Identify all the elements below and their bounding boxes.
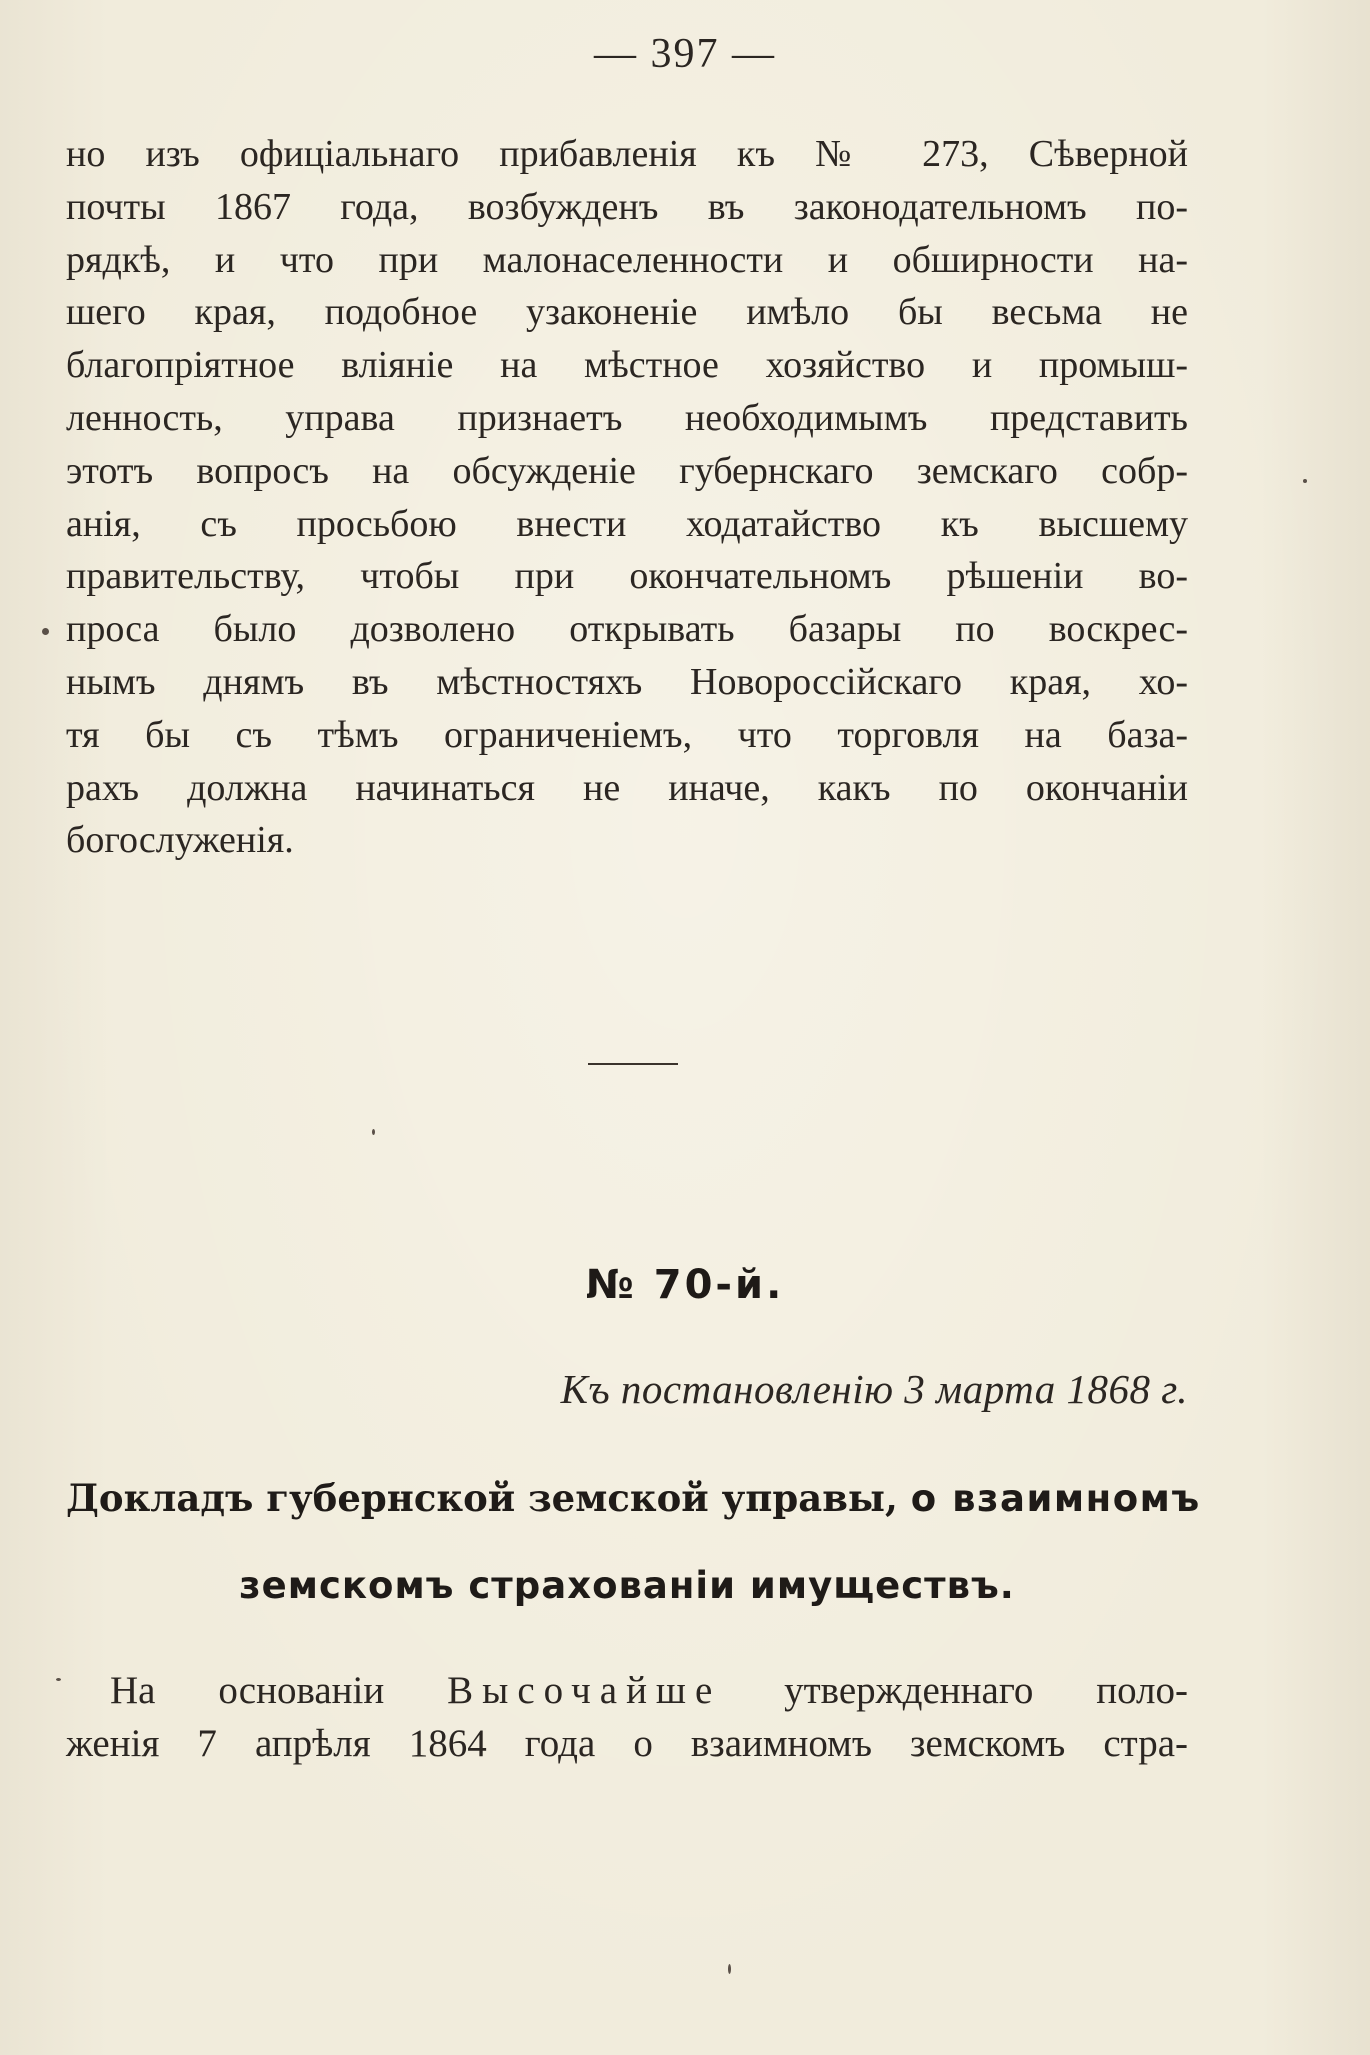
report-title-line-2: земскомъ страхованіи имуществъ. <box>239 1564 1015 1607</box>
paragraph-line: этотъ вопросъ на обсужденіе губернскаго земскаго собр- <box>66 449 1188 492</box>
paragraph <box>66 128 1188 867</box>
paragraph-line: правительству, чтобы при окончательномъ рѣшеніи во- <box>66 555 1188 598</box>
report-title-heavy: о взаимномъ <box>910 1477 1201 1520</box>
divider-rule <box>588 1063 678 1065</box>
paragraph-line: тя бы съ тѣмъ ограниченіемъ, что торговля на база- <box>66 713 1188 756</box>
document-number: № 70-й. <box>585 1262 785 1308</box>
ink-speck <box>1303 479 1307 483</box>
paragraph-line: но изъ офиціальнаго прибавленія къ № 273, Сѣверной <box>66 133 1188 175</box>
ink-speck <box>42 628 49 635</box>
paragraph-line: богослуженія. <box>66 819 294 862</box>
closing-line-2: женія 7 апрѣля 1864 года о взаимномъ земскомъ стра- <box>66 1722 1188 1765</box>
closing-paragraph <box>66 1664 1188 1770</box>
paragraph-line: рядкѣ, и что при малонаселенности и обширности на- <box>66 238 1188 281</box>
closing-end: утвержденнаго поло- <box>784 1669 1189 1712</box>
page-number: — 397 — <box>594 31 776 77</box>
report-title-line-1 <box>66 1468 1201 1556</box>
closing-emphasis: Высочайше <box>447 1669 722 1712</box>
ink-speck <box>728 1964 731 1974</box>
report-title-regular: Докладъ губернской земской управы, <box>66 1476 898 1520</box>
paragraph-line: анія, съ просьбою внести ходатайство къ высшему <box>66 502 1188 545</box>
section-divider <box>588 1063 678 1066</box>
ink-speck <box>56 1678 61 1681</box>
resolution-reference: Къ постановленію 3 марта 1868 г. <box>560 1366 1188 1412</box>
paragraph-line: рахъ должна начинаться не иначе, какъ по окончаніи <box>66 766 1188 809</box>
paragraph-line: шего края, подобное узаконеніе имѣло бы весьма не <box>66 291 1188 334</box>
ink-speck <box>372 1129 375 1135</box>
paragraph-line: благопріятное вліяніе на мѣстное хозяйство и промыш- <box>66 344 1188 387</box>
closing-start: На основаніи <box>110 1669 385 1712</box>
paragraph-line: почты 1867 года, возбужденъ въ законодательномъ по- <box>66 185 1188 228</box>
paragraph-line: ленность, управа признаетъ необходимымъ представить <box>66 396 1188 439</box>
report-title <box>66 1468 1201 1616</box>
paragraph-line: нымъ днямъ въ мѣстностяхъ Новороссійскаго края, хо- <box>66 660 1188 703</box>
paragraph-line: проса было дозволено открывать базары по воскрес- <box>66 608 1188 651</box>
closing-line-1 <box>66 1664 1188 1717</box>
